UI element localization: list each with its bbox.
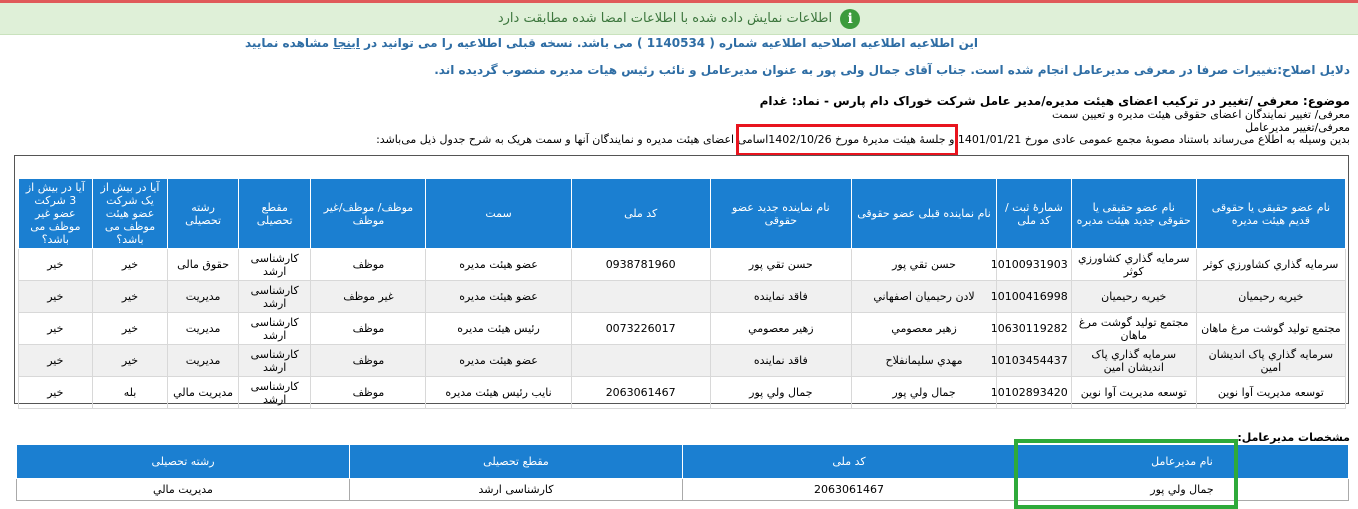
board-cell: خیر xyxy=(19,377,93,409)
board-cell xyxy=(571,345,710,377)
board-cell: فاقد نماينده xyxy=(710,281,851,313)
assembly-date: 1401/01/21 xyxy=(957,133,1022,146)
board-cell: 2063061467 xyxy=(571,377,710,409)
board-cell: مدیریت xyxy=(168,281,239,313)
table-row xyxy=(19,281,1346,313)
board-cell: خیر xyxy=(19,313,93,345)
board-members-table xyxy=(18,178,1346,409)
board-cell: خیر xyxy=(92,249,168,281)
board-cell: جمال ولي پور xyxy=(851,377,996,409)
board-cell: کارشناسی ارشد xyxy=(238,377,311,409)
board-cell: 10103454437 xyxy=(997,345,1072,377)
line3-part-a: بدین وسیله به اطلاع می‌رساند باستناد مصوبهٔ مجمع عمومی عادی مورخ xyxy=(1024,133,1350,146)
board-cell: مجتمع توليد گوشت مرغ ماهان xyxy=(1071,313,1196,345)
board-cell: جمال ولي پور xyxy=(710,377,851,409)
previous-version-text: این اطلاعیه اطلاعیه اصلاحیه اطلاعیه شماره ( 1140534 ) می باشد. نسخه قبلی اطلاعیه را می توانید در xyxy=(364,36,978,50)
board-cell: موظف xyxy=(311,377,426,409)
highlight-green-box xyxy=(1014,439,1238,509)
table-row xyxy=(19,249,1346,281)
board-cell: فاقد نماينده xyxy=(710,345,851,377)
previous-version-notice xyxy=(245,36,978,50)
correction-reason: دلایل اصلاح:تغییرات صرفا در معرفی مدیرعامل انجام شده است. جناب آقای جمال ولی پور به عنوان مدیرعامل و نائب رئیس هیات مدیره منصوب گردیده اند. xyxy=(434,63,1350,77)
board-cell: مجتمع توليد گوشت مرغ ماهان xyxy=(1196,313,1345,345)
ceo-header-cell: کد ملی xyxy=(683,445,1016,479)
highlight-red-box xyxy=(736,124,958,156)
board-cell: 10630119282 xyxy=(997,313,1072,345)
board-header-cell: موظف/ موظف/غیر موظف xyxy=(311,179,426,249)
board-cell: کارشناسی ارشد xyxy=(238,249,311,281)
board-cell: موظف xyxy=(311,345,426,377)
board-cell: سرمایه گذاري کشاورزي کوثر xyxy=(1196,249,1345,281)
board-cell: حقوق مالی xyxy=(168,249,239,281)
board-cell xyxy=(571,281,710,313)
board-cell: سرمايه گذاري پاک انديشان امين xyxy=(1071,345,1196,377)
ceo-section-label: مشخصات مدیرعامل: xyxy=(1237,431,1350,444)
board-header-cell: نام عضو حقیقی یا حقوقی قدیم هیئت مدیره xyxy=(1196,179,1345,249)
board-cell: مهدي سليمانفلاح xyxy=(851,345,996,377)
banner-text: اطلاعات نمایش داده شده با اطلاعات امضا شده مطابقت دارد xyxy=(497,11,833,26)
board-cell: خیر xyxy=(92,281,168,313)
board-cell: بله xyxy=(92,377,168,409)
table-row xyxy=(19,313,1346,345)
ceo-cell: جمال ولي پور xyxy=(1016,479,1349,501)
board-cell: خيريه رحيميان xyxy=(1071,281,1196,313)
board-header-cell: شمارهٔ ثبت / کد ملی xyxy=(997,179,1072,249)
board-cell: غير موظف xyxy=(311,281,426,313)
line3-part-b: و جلسهٔ هیئت مدیرهٔ مورخ xyxy=(835,133,955,146)
ceo-header-cell: رشته تحصیلی xyxy=(17,445,350,479)
subject-heading: موضوع: معرفی /تغییر در ترکیب اعضای هیئت مدیره/مدیر عامل شرکت خوراک دام پارس - نماد: غدام xyxy=(759,94,1350,108)
board-cell: عضو هيئت مدیره xyxy=(426,281,571,313)
board-header-cell: آیا در بیش از 3 شرکت عضو غیر موظف می باشد؟ xyxy=(19,179,93,249)
board-cell: خیر xyxy=(92,313,168,345)
board-cell: رئيس هيئت مديره xyxy=(426,313,571,345)
board-cell: سرمايه گذاري کشاورزي کوثر xyxy=(1071,249,1196,281)
board-cell: 0938781960 xyxy=(571,249,710,281)
board-cell: خيريه رحيميان xyxy=(1196,281,1345,313)
ceo-cell: مديريت مالي xyxy=(17,479,350,501)
board-cell: موظف xyxy=(311,313,426,345)
board-header-cell: آیا در بیش از یک شرکت عضو هیئت موظف می باشد؟ xyxy=(92,179,168,249)
board-cell: کارشناسی ارشد xyxy=(238,313,311,345)
board-header-cell: نام نماینده جدید عضو حقوقی xyxy=(710,179,851,249)
board-cell: 0073226017 xyxy=(571,313,710,345)
ceo-header-cell: مقطع تحصیلی xyxy=(350,445,683,479)
board-cell: توسعه مديريت آوا نوين xyxy=(1071,377,1196,409)
previous-version-suffix: مشاهده نمایید xyxy=(244,36,330,50)
board-cell: نايب رئيس هيئت مديره xyxy=(426,377,571,409)
board-cell: مدیریت xyxy=(168,345,239,377)
info-icon: i xyxy=(840,9,860,29)
board-header-cell: رشته تحصیلی xyxy=(168,179,239,249)
board-cell: حسن تقي پور xyxy=(710,249,851,281)
board-cell: عضو هيئت مدیره xyxy=(426,249,571,281)
signature-match-banner xyxy=(0,3,1358,35)
board-table-header xyxy=(19,179,1346,249)
board-header-cell: نام عضو حقیقی یا حقوقی جدید هیئت مدیره xyxy=(1071,179,1196,249)
ceo-cell: کارشناسی ارشد xyxy=(350,479,683,501)
board-cell: خیر xyxy=(92,345,168,377)
board-cell: عضو هيئت مدیره xyxy=(426,345,571,377)
board-cell: زهير معصومي xyxy=(851,313,996,345)
board-cell: کارشناسی ارشد xyxy=(238,281,311,313)
board-cell: موظف xyxy=(311,249,426,281)
previous-version-link[interactable]: اینجا xyxy=(333,36,360,50)
board-cell: توسعه مديريت آوا نوين xyxy=(1196,377,1345,409)
board-cell: خیر xyxy=(19,249,93,281)
table-row xyxy=(19,377,1346,409)
board-header-cell: سمت xyxy=(426,179,571,249)
board-cell: لادن رحيميان اصفهاني xyxy=(851,281,996,313)
board-cell: کارشناسی ارشد xyxy=(238,345,311,377)
board-header-cell: مقطع تحصیلی xyxy=(238,179,311,249)
board-cell: 10100416998 xyxy=(997,281,1072,313)
subject-line-1: معرفی/ تغییر نمایندگان اعضای حقوقی هیئت مدیره و تعیین سمت xyxy=(1051,108,1350,121)
table-row xyxy=(19,345,1346,377)
line3-part-c: اسامی اعضای هیئت مدیره و نمایندگان آنها و سمت هریک به شرح جدول ذیل می‌باشد: xyxy=(376,133,769,146)
ceo-header-cell: نام مدیرعامل xyxy=(1016,445,1349,479)
board-header-cell: نام نماینده قبلی عضو حقوقی xyxy=(851,179,996,249)
board-meeting-date: 1402/10/26 xyxy=(768,133,832,146)
subject-line-2: معرفی/تغییر مدیرعامل xyxy=(1245,121,1350,134)
board-cell: حسن تقي پور xyxy=(851,249,996,281)
board-cell: مديريت مالي xyxy=(168,377,239,409)
ceo-cell: 2063061467 xyxy=(683,479,1016,501)
board-cell: خیر xyxy=(19,345,93,377)
board-cell: زهير معصومي xyxy=(710,313,851,345)
board-cell: خیر xyxy=(19,281,93,313)
board-header-cell: کد ملی xyxy=(571,179,710,249)
board-cell: مدیریت xyxy=(168,313,239,345)
board-cell: 10100931903 xyxy=(997,249,1072,281)
board-cell: 10102893420 xyxy=(997,377,1072,409)
board-cell: سرمايه گذاري پاک انديشان امين xyxy=(1196,345,1345,377)
